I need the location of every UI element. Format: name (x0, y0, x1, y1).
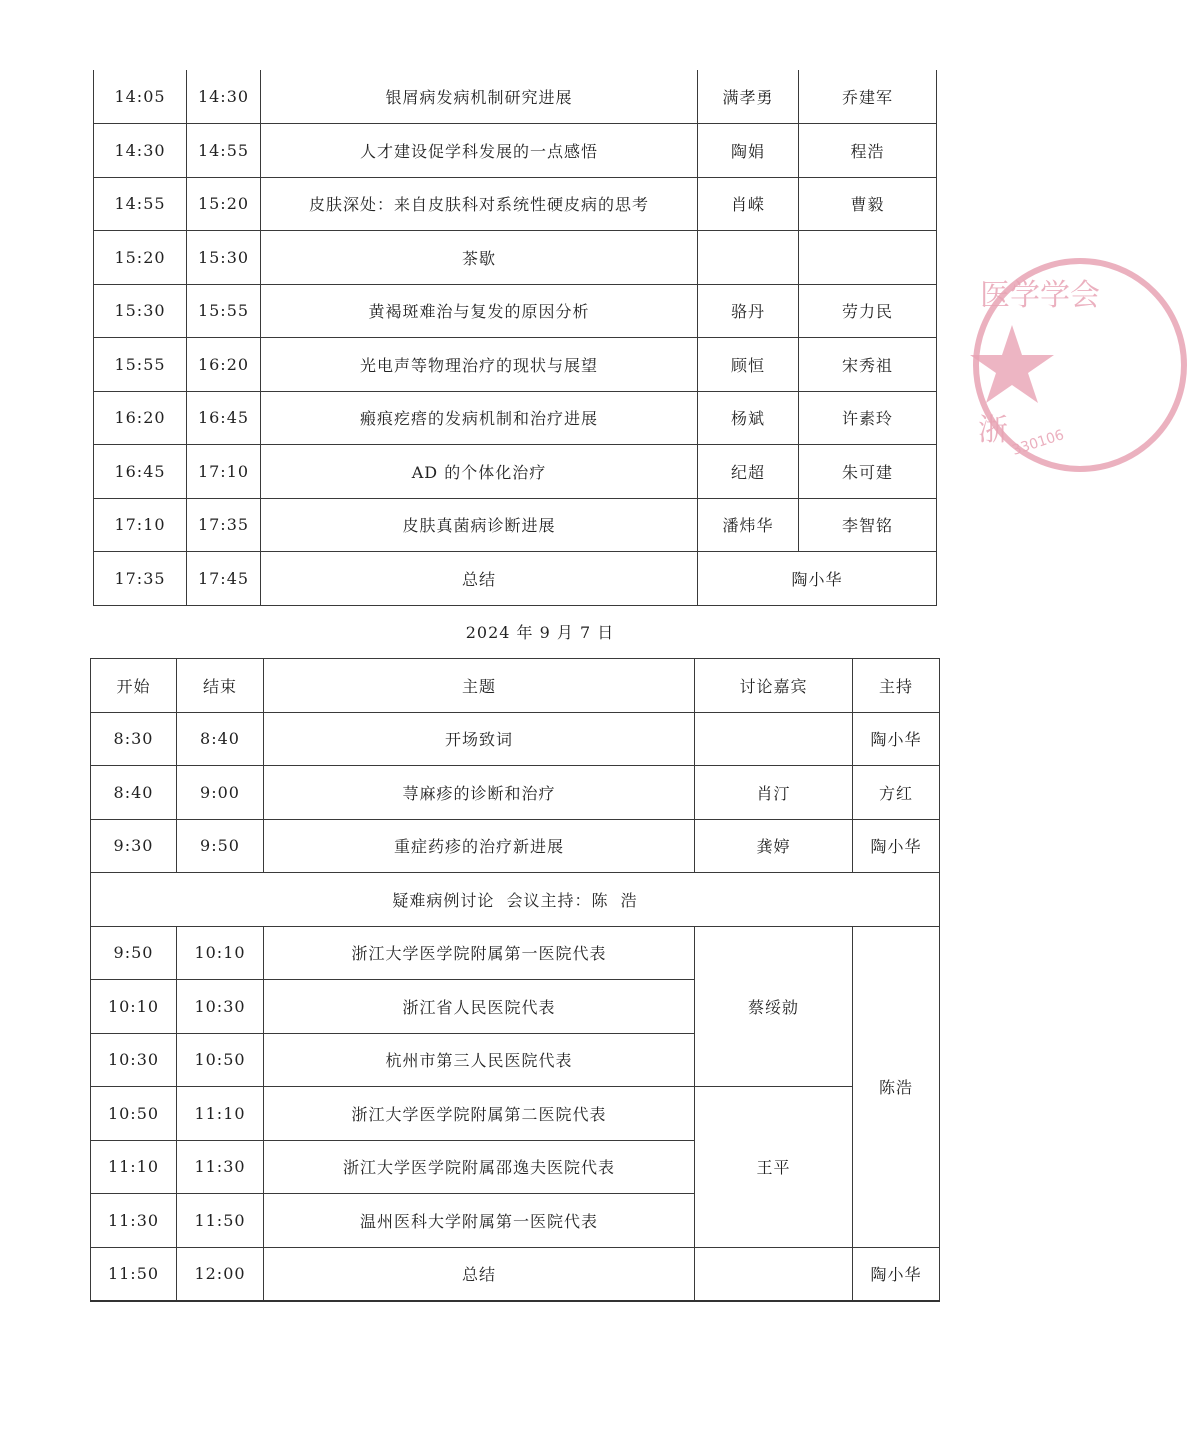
topic: 浙江大学医学院附属第二医院代表 (264, 1087, 695, 1141)
end-time: 14:55 (187, 124, 261, 178)
start-time: 14:55 (94, 177, 187, 231)
speaker: 陶娟 (698, 124, 799, 178)
header-discussant: 讨论嘉宾 (695, 659, 853, 713)
seal-ring (976, 261, 1184, 469)
table-row (94, 498, 937, 552)
start-time: 11:30 (91, 1194, 177, 1248)
table-row (94, 124, 937, 178)
end-time: 11:50 (177, 1194, 264, 1248)
table-row (91, 712, 940, 766)
discussant (695, 1247, 853, 1301)
header-start: 开始 (91, 659, 177, 713)
table-row (91, 1247, 940, 1301)
start-time: 17:35 (94, 552, 187, 606)
header-end: 结束 (177, 659, 264, 713)
topic: 总结 (264, 1247, 695, 1301)
table-row (94, 231, 937, 285)
start-time: 11:50 (91, 1247, 177, 1301)
host: 李智铭 (799, 498, 937, 552)
speaker: 骆丹 (698, 284, 799, 338)
end-time: 9:00 (177, 766, 264, 820)
seal-text-bottom: 浙 (978, 413, 1008, 448)
topic: AD 的个体化治疗 (261, 445, 698, 499)
start-time: 9:50 (91, 926, 177, 980)
end-time: 15:30 (187, 231, 261, 285)
end-time: 10:50 (177, 1033, 264, 1087)
header-row (91, 659, 940, 713)
start-time: 15:30 (94, 284, 187, 338)
table-row (91, 926, 940, 980)
start-time: 16:20 (94, 391, 187, 445)
header-host: 主持 (853, 659, 940, 713)
table-row (94, 70, 937, 124)
seal-text-top: 医学学会 (980, 278, 1100, 313)
host: 陈浩 (853, 926, 940, 1247)
start-time: 10:50 (91, 1087, 177, 1141)
start-time: 14:30 (94, 124, 187, 178)
host: 程浩 (799, 124, 937, 178)
host: 乔建军 (799, 70, 937, 124)
topic: 皮肤真菌病诊断进展 (261, 498, 698, 552)
table-row (94, 284, 937, 338)
host: 陶小华 (853, 1247, 940, 1301)
end-time: 16:20 (187, 338, 261, 392)
speaker: 满孝勇 (698, 70, 799, 124)
table-row (94, 552, 937, 606)
host: 宋秀祖 (799, 338, 937, 392)
speaker (698, 231, 799, 285)
table-row (91, 1087, 940, 1141)
topic: 浙江大学医学院附属邵逸夫医院代表 (264, 1140, 695, 1194)
end-time: 14:30 (187, 70, 261, 124)
case-discussion-banner-row (91, 873, 940, 927)
start-time: 10:10 (91, 980, 177, 1034)
start-time: 8:30 (91, 712, 177, 766)
discussant (695, 712, 853, 766)
start-time: 10:30 (91, 1033, 177, 1087)
start-time: 8:40 (91, 766, 177, 820)
topic: 浙江大学医学院附属第一医院代表 (264, 926, 695, 980)
discussant: 王平 (695, 1087, 853, 1248)
table-row (91, 766, 940, 820)
case-discussion-banner: 疑难病例讨论 会议主持：陈 浩 (91, 873, 940, 927)
topic: 瘢痕疙瘩的发病机制和治疗进展 (261, 391, 698, 445)
end-time: 17:10 (187, 445, 261, 499)
schedule-table-sep7 (90, 658, 940, 1302)
topic: 人才建设促学科发展的一点感悟 (261, 124, 698, 178)
end-time: 15:55 (187, 284, 261, 338)
topic: 皮肤深处：来自皮肤科对系统性硬皮病的思考 (261, 177, 698, 231)
start-time: 17:10 (94, 498, 187, 552)
header-topic: 主题 (264, 659, 695, 713)
seal-code: 330106 (1010, 427, 1067, 459)
topic: 光电声等物理治疗的现状与展望 (261, 338, 698, 392)
end-time: 17:35 (187, 498, 261, 552)
host: 陶小华 (698, 552, 937, 606)
speaker: 肖嵘 (698, 177, 799, 231)
topic: 总结 (261, 552, 698, 606)
table-row (91, 819, 940, 873)
topic: 重症药疹的治疗新进展 (264, 819, 695, 873)
table-row (94, 445, 937, 499)
topic: 茶歇 (261, 231, 698, 285)
host: 陶小华 (853, 712, 940, 766)
host: 方红 (853, 766, 940, 820)
end-time: 16:45 (187, 391, 261, 445)
topic: 黄褐斑难治与复发的原因分析 (261, 284, 698, 338)
speaker: 纪超 (698, 445, 799, 499)
end-time: 12:00 (177, 1247, 264, 1301)
date-heading: 2024 年 9 月 7 日 (465, 623, 615, 642)
schedule-table-afternoon (93, 70, 937, 606)
topic: 开场致词 (264, 712, 695, 766)
start-time: 9:30 (91, 819, 177, 873)
end-time: 11:10 (177, 1087, 264, 1141)
speaker: 潘炜华 (698, 498, 799, 552)
speaker: 顾恒 (698, 338, 799, 392)
start-time: 11:10 (91, 1140, 177, 1194)
end-time: 8:40 (177, 712, 264, 766)
seal-star-icon (970, 325, 1054, 403)
start-time: 15:20 (94, 231, 187, 285)
official-seal-stamp (970, 255, 1190, 475)
end-time: 17:45 (187, 552, 261, 606)
host (799, 231, 937, 285)
table-row (94, 391, 937, 445)
start-time: 14:05 (94, 70, 187, 124)
topic: 杭州市第三人民医院代表 (264, 1033, 695, 1087)
discussant: 肖汀 (695, 766, 853, 820)
speaker: 杨斌 (698, 391, 799, 445)
table-row (94, 177, 937, 231)
topic: 浙江省人民医院代表 (264, 980, 695, 1034)
host: 许素玲 (799, 391, 937, 445)
host: 朱可建 (799, 445, 937, 499)
end-time: 10:30 (177, 980, 264, 1034)
end-time: 9:50 (177, 819, 264, 873)
topic: 荨麻疹的诊断和治疗 (264, 766, 695, 820)
host: 劳力民 (799, 284, 937, 338)
end-time: 15:20 (187, 177, 261, 231)
discussant: 龚婷 (695, 819, 853, 873)
topic: 温州医科大学附属第一医院代表 (264, 1194, 695, 1248)
end-time: 10:10 (177, 926, 264, 980)
table-row (94, 338, 937, 392)
topic: 银屑病发病机制研究进展 (261, 70, 698, 124)
start-time: 15:55 (94, 338, 187, 392)
end-time: 11:30 (177, 1140, 264, 1194)
host: 陶小华 (853, 819, 940, 873)
discussant: 蔡绥勍 (695, 926, 853, 1087)
host: 曹毅 (799, 177, 937, 231)
start-time: 16:45 (94, 445, 187, 499)
